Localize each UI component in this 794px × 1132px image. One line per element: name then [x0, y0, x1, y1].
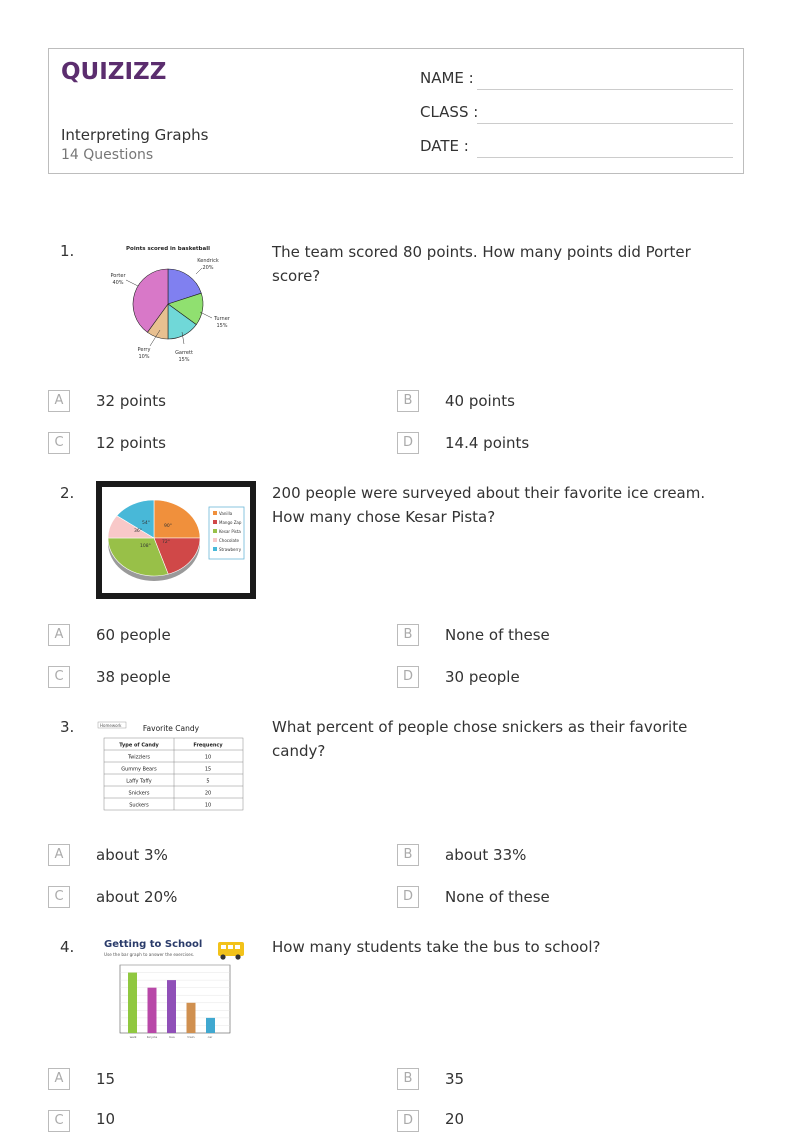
legend-item: Strawberry	[219, 547, 242, 552]
pie-slices	[108, 500, 200, 576]
question-count: 14 Questions	[61, 147, 154, 163]
pie-slices	[133, 269, 203, 339]
option-b-box[interactable]: B	[397, 624, 419, 646]
pie-label-name: Kendrick	[197, 258, 219, 264]
figure-title: Favorite Candy	[142, 724, 200, 733]
name-label: NAME :	[420, 69, 474, 87]
slice-label: 54°	[142, 521, 150, 526]
pie-label-pct: 40%	[112, 280, 124, 286]
legend-item: Chocolate	[219, 538, 240, 543]
table-cell: 5	[206, 778, 210, 785]
legend-item: Kesar Pista	[219, 529, 241, 534]
pie-label-name: Turner	[214, 316, 230, 322]
question-text: The team scored 80 points. How many points did Porter score?	[272, 243, 691, 285]
table-cell: 10	[204, 754, 212, 761]
question-text: 200 people were surveyed about their favorite ice cream. How many chose Kesar Pista?	[272, 484, 706, 526]
bar	[187, 1003, 196, 1033]
question-number: 2.	[60, 484, 75, 502]
pie-label-name: Porter	[110, 273, 126, 279]
legend-item: Mango Zap	[219, 520, 242, 525]
option-c-box[interactable]: C	[48, 666, 70, 688]
option-a-box[interactable]: A	[48, 390, 70, 412]
option-d-text[interactable]: None of these	[445, 888, 550, 906]
class-label: CLASS :	[420, 103, 479, 121]
svg-text:car: car	[207, 1035, 213, 1039]
bar-chart-figure	[100, 934, 250, 1042]
option-a-text[interactable]: 60 people	[96, 626, 171, 644]
name-field-line[interactable]	[477, 89, 733, 90]
worksheet-title: Interpreting Graphs	[61, 126, 209, 144]
figure-subtitle: Use the bar graph to answer the exercises.	[104, 952, 195, 957]
option-b-text[interactable]: 40 points	[445, 392, 515, 410]
candy-table-figure	[96, 720, 248, 814]
option-b-text[interactable]: 35	[445, 1070, 465, 1088]
option-c-text[interactable]: 12 points	[96, 434, 166, 452]
slice-label: 36°	[134, 529, 142, 534]
quizizz-logo: QUIZIZZ	[61, 59, 167, 85]
figure-title: Getting to School	[104, 939, 203, 950]
svg-text:train: train	[187, 1035, 195, 1039]
option-d-box[interactable]: D	[397, 432, 419, 454]
svg-text:bicycle: bicycle	[146, 1035, 158, 1039]
table-cell: Twizzlers	[127, 754, 151, 761]
bar	[128, 973, 137, 1033]
table-cell: 10	[204, 802, 212, 809]
date-field-line[interactable]	[477, 157, 733, 158]
option-c-box[interactable]: C	[48, 886, 70, 908]
table-header: Type of Candy	[119, 742, 159, 749]
table-cell: 15	[204, 766, 212, 773]
figure-tag: Homework	[100, 722, 122, 728]
date-label: DATE :	[420, 137, 469, 155]
pie-label-pct: 15%	[178, 357, 190, 363]
bar	[148, 988, 157, 1033]
question-number: 3.	[60, 718, 75, 736]
option-a-box[interactable]: A	[48, 624, 70, 646]
legend-item: Vanilla	[219, 511, 233, 516]
table-cell: Suckers	[129, 802, 149, 809]
slice-label: 108°	[140, 544, 151, 549]
pie-chart-figure	[100, 240, 250, 366]
svg-text:bus: bus	[169, 1035, 175, 1039]
pie-label-pct: 10%	[138, 354, 150, 360]
option-c-box[interactable]: C	[48, 1110, 70, 1132]
figure-title: Points scored in basketball	[126, 246, 210, 252]
option-c-text[interactable]: 38 people	[96, 668, 171, 686]
option-b-box[interactable]: B	[397, 390, 419, 412]
option-a-box[interactable]: A	[48, 844, 70, 866]
bus-icon	[218, 942, 244, 960]
option-d-box[interactable]: D	[397, 1110, 419, 1132]
option-b-text[interactable]: about 33%	[445, 846, 527, 864]
pie-label-pct: 15%	[216, 323, 228, 329]
slice-label: 72°	[162, 540, 170, 545]
option-d-box[interactable]: D	[397, 886, 419, 908]
question-number: 4.	[60, 938, 75, 956]
table-cell: Laffy Taffy	[126, 778, 152, 785]
option-b-box[interactable]: B	[397, 844, 419, 866]
pie-label-name: Garrett	[175, 350, 193, 356]
option-d-text[interactable]: 14.4 points	[445, 434, 530, 452]
pie-label-pct: 20%	[202, 265, 214, 271]
table-cell: Gummy Bears	[121, 766, 157, 773]
option-a-box[interactable]: A	[48, 1068, 70, 1090]
option-b-box[interactable]: B	[397, 1068, 419, 1090]
option-d-text[interactable]: 30 people	[445, 668, 520, 686]
class-field-line[interactable]	[477, 123, 733, 124]
table-header: Frequency	[193, 742, 223, 749]
worksheet-header	[48, 48, 744, 174]
question-number: 1.	[60, 242, 75, 260]
ice-cream-pie-figure	[96, 481, 256, 599]
option-a-text[interactable]: 32 points	[96, 392, 166, 410]
bar	[206, 1018, 215, 1033]
question-text: How many students take the bus to school?	[272, 938, 601, 956]
option-c-text[interactable]: 10	[96, 1110, 116, 1128]
option-a-text[interactable]: 15	[96, 1070, 116, 1088]
option-c-box[interactable]: C	[48, 432, 70, 454]
option-d-text[interactable]: 20	[445, 1110, 465, 1128]
option-d-box[interactable]: D	[397, 666, 419, 688]
question-text: What percent of people chose snickers as their favorite candy?	[272, 718, 688, 760]
svg-text:walk: walk	[129, 1035, 137, 1039]
option-b-text[interactable]: None of these	[445, 626, 550, 644]
option-a-text[interactable]: about 3%	[96, 846, 168, 864]
option-c-text[interactable]: about 20%	[96, 888, 178, 906]
table-cell: Snickers	[128, 790, 150, 797]
table-cell: 20	[204, 790, 212, 797]
slice-label: 90°	[164, 524, 172, 529]
bar	[167, 980, 176, 1033]
pie-label-name: Perry	[137, 347, 151, 353]
